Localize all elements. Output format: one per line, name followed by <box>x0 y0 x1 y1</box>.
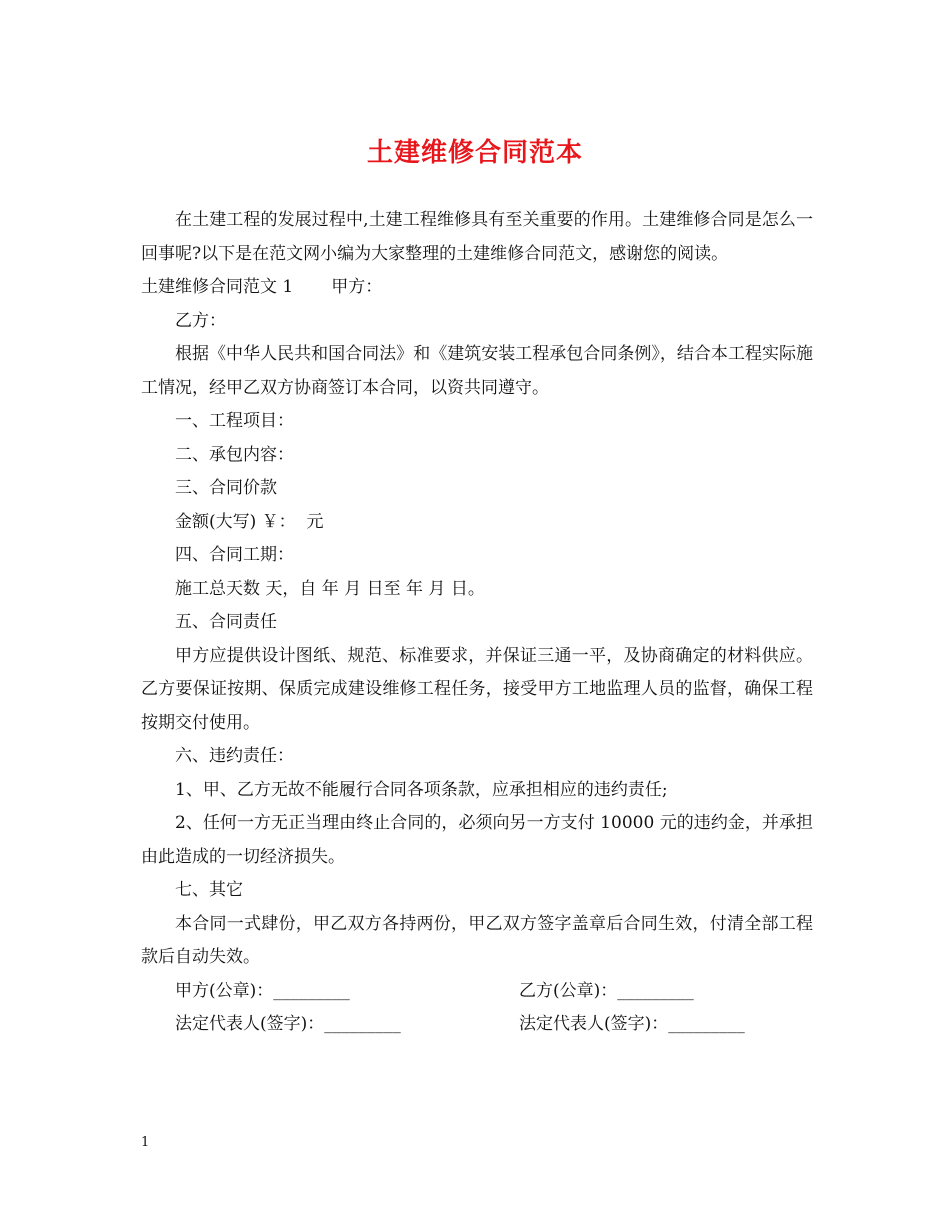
duration-line: 施工总天数 天，自 年 月 日至 年 月 日。 <box>175 578 485 599</box>
party-a-seal-field: 甲方(公章)：_________ <box>175 980 350 1001</box>
section-heading-scope: 二、承包内容： <box>175 444 294 465</box>
signature-row-seal <box>141 975 813 1009</box>
intro-paragraph: 在土建工程的发展过程中,土建工程维修具有至关重要的作用。土建维修合同是怎么一回事呢?以下是在范文网小编为大家整理的土建维修合同范文，感谢您的阅读。 <box>141 210 813 264</box>
breach-clause-2: 2、任何一方无正当理由终止合同的，必须向另一方支付 10000 元的违约金，并承担由此造成的一切经济损失。 <box>141 813 813 867</box>
amount-line: 金额(大写) ￥： 元 <box>175 511 324 532</box>
section-heading-price: 三、合同价款 <box>175 478 277 498</box>
party-b-seal-field: 乙方(公章)：_________ <box>519 980 694 1001</box>
signature-row-representative <box>141 1008 813 1042</box>
section-heading-duration: 四、合同工期： <box>175 545 294 565</box>
document-title: 土建维修合同范本 <box>366 138 583 168</box>
party-a-representative-field: 法定代表人(签字)：_________ <box>175 1014 401 1034</box>
preamble-paragraph: 根据《中华人民共和国合同法》和《建筑安装工程承包合同条例》，结合本工程实际施工情况，经甲乙双方协商签订本合同，以资共同遵守。 <box>141 344 813 398</box>
section-heading-project: 一、工程项目： <box>175 411 294 431</box>
party-b-label: 乙方： <box>175 310 226 331</box>
party-a-label: 甲方： <box>331 277 383 297</box>
document-body <box>141 204 813 1042</box>
section-heading-other: 七、其它 <box>175 880 243 900</box>
sample-heading: 土建维修合同范文 1 <box>141 277 294 297</box>
section-heading-responsibility: 五、合同责任 <box>175 612 277 632</box>
party-b-representative-field: 法定代表人(签字)：_________ <box>519 1014 745 1034</box>
page-number: 1 <box>141 1135 150 1150</box>
sample-heading-line <box>141 271 813 305</box>
breach-clause-1: 1、甲、乙方无故不能履行合同各项条款，应承担相应的违约责任; <box>175 779 668 800</box>
section-heading-breach: 六、违约责任： <box>175 746 294 766</box>
responsibility-paragraph: 甲方应提供设计图纸、规范、标准要求，并保证三通一平，及协商确定的材料供应。乙方要保证按期、保质完成建设维修工程任务，接受甲方工地监理人员的监督，确保工程按期交付使用。 <box>141 645 813 733</box>
other-paragraph: 本合同一式肆份，甲乙双方各持两份，甲乙双方签字盖章后合同生效，付清全部工程款后自动失效。 <box>141 913 813 967</box>
